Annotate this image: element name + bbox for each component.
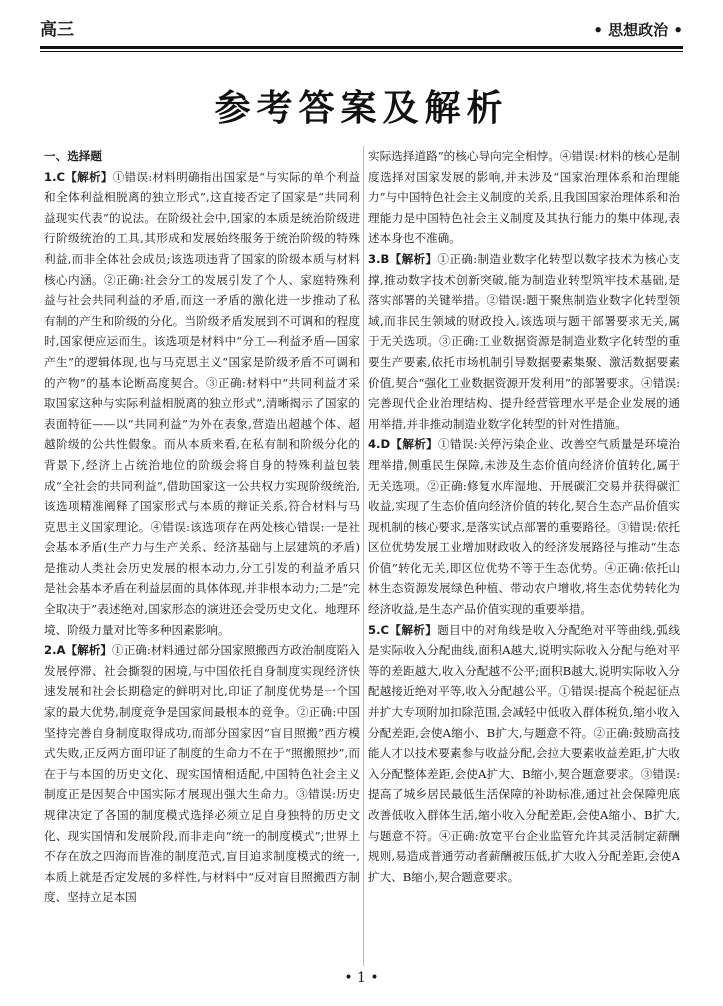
question-answer: C <box>56 169 65 184</box>
question-3 <box>368 249 680 434</box>
question-number: 2. <box>44 643 57 658</box>
left-column <box>44 146 360 908</box>
header-rule-thin <box>40 51 683 52</box>
subject-label: • 思想政治 • <box>593 21 683 39</box>
analysis-tag: 【解析】 <box>389 622 438 637</box>
question-text: 题目中的对角线是收入分配绝对平等曲线,弧线是实际收入分配曲线,面积A越大,说明实际收入分配与绝对平等的差距越大,收入分配越不公平;面积B越大,说明实际收入分配越接近绝对平等,收入分配越公平。①错误:提高个税起征点并扩大专项附加扣除范围,会减轻中低收入群体税负,缩小收入分配差距,会使A缩小、B扩大,与题意不符。②正确:鼓励高技能人才以技术要素参与收益分配,会拉大要素收益差距,扩大收入分配整体差距,会使A扩大、B缩小,契合题意要求。③错误:提高了城乡居民最低生活保障的补助标准,通过社会保障兜底改善低收入群体生活,缩小收入分配差距,会使A缩小、B扩大,与题意不符。④正确:放宽平台企业监管允许其灵活制定薪酬规则,易造成普通劳动者薪酬被压低,扩大收入分配差距,会使A扩大、B缩小,契合题意要求。 <box>368 622 680 884</box>
question-text: ①错误:材料明确指出国家是“与实际的单个利益和全体利益相脱离的独立形式”,这直接否定了国家是“共同利益现实代表”的说法。在阶级社会中,国家的本质是统治阶级进行阶级统治的工具,其形成和发展始终服务于统治阶级的特殊利益,而非全体社会成员;该选项违背了国家的阶级本质与材料核心内涵。②正确:社会分工的发展引发了个人、家庭特殊利益与社会共同利益的矛盾,而这一矛盾的激化进一步推动了私有制的产生和阶级的分化。当阶级矛盾发展到不可调和的程度时,国家便应运而生。该选项是材料中“分工—利益矛盾—国家产生”的逻辑体现,也与马克思主义“国家是阶级矛盾不可调和的产物”的基本论断高度契合。③正确:材料中“共同利益才采取国家这种与实际利益相脱离的独立形式”,清晰揭示了国家的表面特征——以“共同利益”为外在表象,营造出超越个体、超越阶级的公共性假象。而从本质来看,在私有制和阶级分化的背景下,经济上占统治地位的阶级会将自身的特殊利益包装成“全社会的共同利益”,借助国家这一公共权力实现阶级统治,该选项精准阐释了国家形式与本质的辩证关系,符合材料与马克思主义国家理论。④错误:该选项存在两处核心错误:一是社会基本矛盾(生产力与生产关系、经济基础与上层建筑的矛盾)是推动人类社会历史发展的根本动力,分工引发的利益矛盾只是社会基本矛盾在利益层面的具体体现,并非根本动力;二是“完全取决于”表述绝对,国家形态的演进还会受历史文化、地理环境、阶级力量对比等多种因素影响。 <box>44 169 360 637</box>
page-title: 参考答案及解析 <box>214 88 509 129</box>
question-2 <box>44 640 360 908</box>
analysis-tag: 【解析】 <box>390 437 439 452</box>
question-number: 4. <box>368 437 381 452</box>
question-5 <box>368 620 680 888</box>
analysis-tag: 【解析】 <box>65 643 112 658</box>
question-text: ①正确:材料通过部分国家照搬西方政治制度陷入发展停滞、社会撕裂的困境,与中国依托自身制度实现经济快速发展和社会长期稳定的鲜明对比,印证了制度优势是一个国家的最大优势,制度竞争是国家间最根本的竞争。②正确:中国坚持完善自身制度取得成功,而部分国家因“盲目照搬”西方模式失败,正反两方面印证了制度的生命力不在于“照搬照抄”,而在于与本国的历史文化、现实国情相适配,中国特色社会主义制度正是因契合中国实际才展现出强大生命力。③错误:历史规律决定了各国的制度模式选择必须立足自身独特的历史文化、现实国情和发展阶段,而非走向“统一的制度模式”;世界上不存在放之四海而皆准的制度范式,盲目追求制度模式的统一,本质上就是否定发展的多样性,与材料中“反对盲目照搬西方制度、坚持立足本国 <box>44 643 360 905</box>
question-answer: C <box>380 622 389 637</box>
question-number: 1. <box>44 169 57 184</box>
question-number: 3. <box>368 251 381 266</box>
page-number: • 1 • <box>344 970 379 986</box>
header-rule-thick <box>40 46 683 49</box>
question-1 <box>44 167 360 641</box>
question-number: 5. <box>368 622 381 637</box>
question-answer: B <box>380 251 390 266</box>
question-answer: A <box>56 643 66 658</box>
question-2-continued <box>368 146 680 249</box>
question-text: ①正确:制造业数字化转型以数字技术为核心支撑,推动数字技术创新突破,能为制造业转型筑牢技术基础,是落实部署的关键举措。②错误:题干聚焦制造业数字化转型领域,而非民生领域的财政投入,该选项与题干部署要求无关,属于无关选项。③正确:工业数据资源是制造业数字化转型的重要生产要素,依托市场机制引导数据要素集聚、激活数据要素价值,契合“强化工业数据资源开发利用”的部署要求。④错误:完善现代企业治理结构、提升经营管理水平是企业发展的通用举措,并非推动制造业数字化转型的针对性措施。 <box>368 251 680 431</box>
question-answer: D <box>380 437 391 452</box>
question-4 <box>368 434 680 619</box>
section-title: 一、选择题 <box>44 149 102 163</box>
analysis-tag: 【解析】 <box>65 169 113 184</box>
grade-label: 高三 <box>40 20 74 40</box>
analysis-tag: 【解析】 <box>389 251 438 266</box>
column-divider <box>363 146 364 966</box>
right-column <box>368 146 680 887</box>
question-text: ①错误:关停污染企业、改善空气质量是环境治理举措,侧重民生保障,未涉及生态价值向经济价值转化,属于无关选项。②正确:修复水库湿地、开展碳汇交易并获得碳汇收益,实现了生态价值向经济价值的转化,契合生态产品价值实现机制的核心要求,是落实试点部署的重要路径。③错误:依托区位优势发展工业增加财政收入的经济发展路径与推动“生态价值”转化无关,即区位优势不等于生态优势。④正确:依托山林生态资源发展绿色种植、带动农户增收,将生态优势转化为经济收益,是生态产品价值实现的重要举措。 <box>368 437 680 617</box>
question-text-continued: 实际选择道路”的核心导向完全相悖。④错误:材料的核心是制度选择对国家发展的影响,并未涉及“国家治理体系和治理能力”与中国特色社会主义制度的关系,且我国国家治理体系和治理能力是中国特色社会主义制度及其执行能力的集中体现,表述本身也不准确。 <box>368 149 680 246</box>
page-header <box>40 14 683 44</box>
